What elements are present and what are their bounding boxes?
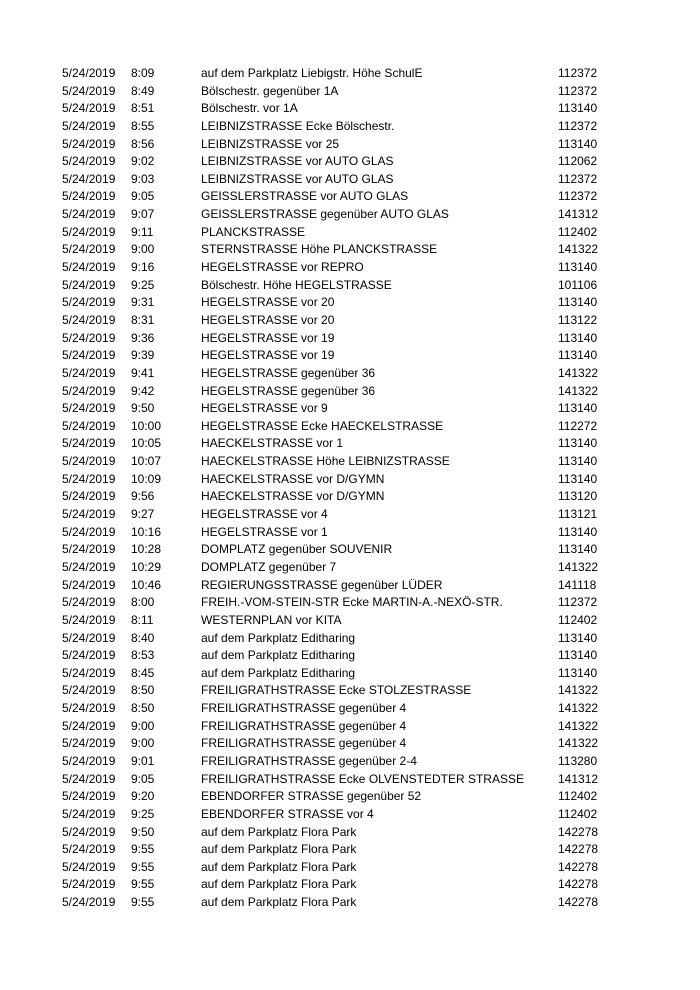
date-cell: 5/24/2019 <box>62 260 116 275</box>
table-row <box>0 735 700 753</box>
location-cell: EBENDORFER STRASSE vor 4 <box>201 806 374 821</box>
code-cell: 112272 <box>558 418 598 433</box>
date-cell: 5/24/2019 <box>62 436 116 451</box>
time-cell: 10:46 <box>131 577 162 592</box>
date-cell: 5/24/2019 <box>62 330 116 345</box>
location-cell: LEIBNIZSTRASSE vor AUTO GLAS <box>201 154 394 169</box>
code-cell: 113140 <box>558 648 598 663</box>
code-cell: 112372 <box>558 189 598 204</box>
code-cell: 141322 <box>558 559 599 574</box>
date-cell: 5/24/2019 <box>62 136 116 151</box>
date-cell: 5/24/2019 <box>62 789 116 804</box>
location-cell: STERNSTRASSE Höhe PLANCKSTRASSE <box>201 242 438 257</box>
location-cell: auf dem Parkplatz Editharing <box>201 665 356 680</box>
time-cell: 9:27 <box>131 507 155 522</box>
time-cell: 10:00 <box>131 418 162 433</box>
code-cell: 141322 <box>558 383 599 398</box>
table-row <box>0 788 700 806</box>
date-cell: 5/24/2019 <box>62 383 116 398</box>
date-cell: 5/24/2019 <box>62 83 116 98</box>
location-cell: FREILIGRATHSTRASSE gegenüber 4 <box>201 701 407 716</box>
location-cell: DOMPLATZ gegenüber 7 <box>201 559 337 574</box>
code-cell: 112402 <box>558 789 598 804</box>
time-cell: 9:36 <box>131 330 155 345</box>
code-cell: 112402 <box>558 612 598 627</box>
time-cell: 8:00 <box>131 595 155 610</box>
table-row <box>0 700 700 718</box>
location-cell: FREILIGRATHSTRASSE Ecke OLVENSTEDTER STRASSE <box>201 771 524 786</box>
table-row <box>0 630 700 648</box>
table-row <box>0 100 700 118</box>
date-cell: 5/24/2019 <box>62 277 116 292</box>
location-cell: HAECKELSTRASSE vor D/GYMN <box>201 489 385 504</box>
date-cell: 5/24/2019 <box>62 365 116 380</box>
time-cell: 8:31 <box>131 312 155 327</box>
code-cell: 112372 <box>558 118 598 133</box>
date-cell: 5/24/2019 <box>62 824 116 839</box>
time-cell: 9:20 <box>131 789 155 804</box>
code-cell: 112062 <box>558 154 598 169</box>
table-row <box>0 65 700 83</box>
location-cell: HEGELSTRASSE vor 19 <box>201 348 335 363</box>
time-cell: 8:50 <box>131 701 155 716</box>
code-cell: 141322 <box>558 718 599 733</box>
time-cell: 9:05 <box>131 189 155 204</box>
location-cell: HEGELSTRASSE vor 20 <box>201 312 335 327</box>
code-cell: 113140 <box>558 401 598 416</box>
code-cell: 113140 <box>558 542 598 557</box>
location-cell: FREIH.-VOM-STEIN-STR Ecke MARTIN-A.-NEXÖ-STR. <box>201 595 503 610</box>
date-cell: 5/24/2019 <box>62 418 116 433</box>
location-cell: GEISSLERSTRASSE vor AUTO GLAS <box>201 189 409 204</box>
date-cell: 5/24/2019 <box>62 118 116 133</box>
date-cell: 5/24/2019 <box>62 859 116 874</box>
time-cell: 8:49 <box>131 83 155 98</box>
location-cell: HAECKELSTRASSE vor 1 <box>201 436 344 451</box>
time-cell: 9:00 <box>131 242 155 257</box>
code-cell: 112372 <box>558 66 598 80</box>
location-cell: LEIBNIZSTRASSE vor 25 <box>201 136 340 151</box>
date-cell: 5/24/2019 <box>62 189 116 204</box>
location-cell: FREILIGRATHSTRASSE gegenüber 2-4 <box>201 753 417 768</box>
code-cell: 141322 <box>558 683 599 698</box>
code-cell: 141118 <box>558 577 597 592</box>
date-cell: 5/24/2019 <box>62 507 116 522</box>
table-row <box>0 118 700 136</box>
time-cell: 9:16 <box>131 260 155 275</box>
time-cell: 8:40 <box>131 630 155 645</box>
table-row <box>0 330 700 348</box>
code-cell: 112372 <box>558 595 598 610</box>
table-row <box>0 806 700 824</box>
location-cell: HEGELSTRASSE vor REPRO <box>201 260 364 275</box>
code-cell: 113140 <box>558 101 598 116</box>
date-cell: 5/24/2019 <box>62 683 116 698</box>
table-row <box>0 224 700 242</box>
date-cell: 5/24/2019 <box>62 154 116 169</box>
table-row <box>0 718 700 736</box>
table-row <box>0 241 700 259</box>
code-cell: 112402 <box>558 806 598 821</box>
location-cell: FREILIGRATHSTRASSE gegenüber 4 <box>201 736 407 751</box>
code-cell: 113140 <box>558 524 598 539</box>
time-cell: 9:55 <box>131 895 155 910</box>
time-cell: 10:05 <box>131 436 162 451</box>
location-cell: Bölschestr. gegenüber 1A <box>201 83 339 98</box>
time-cell: 10:29 <box>131 559 162 574</box>
time-cell: 9:02 <box>131 154 155 169</box>
date-cell: 5/24/2019 <box>62 877 116 892</box>
table-row <box>0 647 700 665</box>
location-cell: auf dem Parkplatz Flora Park <box>201 877 357 892</box>
code-cell: 113140 <box>558 295 598 310</box>
time-cell: 8:51 <box>131 101 155 116</box>
table-row <box>0 188 700 206</box>
code-cell: 113140 <box>558 136 598 151</box>
table-row <box>0 824 700 842</box>
location-cell: HEGELSTRASSE vor 19 <box>201 330 335 345</box>
table-row <box>0 841 700 859</box>
time-cell: 9:50 <box>131 824 155 839</box>
time-cell: 9:03 <box>131 171 155 186</box>
table-row <box>0 612 700 630</box>
table-row <box>0 876 700 894</box>
date-cell: 5/24/2019 <box>62 66 116 80</box>
date-cell: 5/24/2019 <box>62 242 116 257</box>
date-cell: 5/24/2019 <box>62 612 116 627</box>
records-table <box>0 65 700 912</box>
code-cell: 112372 <box>558 83 598 98</box>
time-cell: 10:28 <box>131 542 162 557</box>
location-cell: auf dem Parkplatz Flora Park <box>201 895 357 910</box>
time-cell: 8:53 <box>131 648 155 663</box>
location-cell: auf dem Parkplatz Editharing <box>201 648 356 663</box>
time-cell: 9:50 <box>131 401 155 416</box>
code-cell: 142278 <box>558 859 599 874</box>
table-row <box>0 541 700 559</box>
date-cell: 5/24/2019 <box>62 630 116 645</box>
code-cell: 113140 <box>558 630 598 645</box>
location-cell: HAECKELSTRASSE Höhe LEIBNIZSTRASSE <box>201 454 450 469</box>
code-cell: 113140 <box>558 260 598 275</box>
location-cell: HEGELSTRASSE gegenüber 36 <box>201 365 376 380</box>
code-cell: 141322 <box>558 736 599 751</box>
table-row <box>0 418 700 436</box>
location-cell: HEGELSTRASSE vor 4 <box>201 507 328 522</box>
date-cell: 5/24/2019 <box>62 101 116 116</box>
date-cell: 5/24/2019 <box>62 577 116 592</box>
code-cell: 113120 <box>558 489 598 504</box>
time-cell: 9:42 <box>131 383 155 398</box>
table-row <box>0 347 700 365</box>
date-cell: 5/24/2019 <box>62 224 116 239</box>
table-row <box>0 559 700 577</box>
table-row <box>0 83 700 101</box>
code-cell: 112402 <box>558 224 598 239</box>
table-row <box>0 524 700 542</box>
time-cell: 9:56 <box>131 489 155 504</box>
time-cell: 9:01 <box>131 753 155 768</box>
date-cell: 5/24/2019 <box>62 559 116 574</box>
location-cell: auf dem Parkplatz Flora Park <box>201 824 357 839</box>
time-cell: 9:55 <box>131 859 155 874</box>
location-cell: LEIBNIZSTRASSE vor AUTO GLAS <box>201 171 394 186</box>
table-row <box>0 594 700 612</box>
table-row <box>0 453 700 471</box>
table-row <box>0 488 700 506</box>
time-cell: 9:55 <box>131 842 155 857</box>
time-cell: 10:07 <box>131 454 162 469</box>
table-row <box>0 259 700 277</box>
location-cell: WESTERNPLAN vor KITA <box>201 612 342 627</box>
table-row <box>0 771 700 789</box>
code-cell: 113280 <box>558 753 598 768</box>
time-cell: 9:11 <box>131 224 154 239</box>
date-cell: 5/24/2019 <box>62 595 116 610</box>
table-row <box>0 294 700 312</box>
location-cell: GEISSLERSTRASSE gegenüber AUTO GLAS <box>201 207 449 222</box>
time-cell: 9:55 <box>131 877 155 892</box>
date-cell: 5/24/2019 <box>62 736 116 751</box>
date-cell: 5/24/2019 <box>62 718 116 733</box>
time-cell: 8:09 <box>131 66 155 80</box>
code-cell: 113140 <box>558 454 598 469</box>
time-cell: 9:41 <box>131 365 155 380</box>
table-row <box>0 383 700 401</box>
time-cell: 9:31 <box>131 295 155 310</box>
location-cell: HEGELSTRASSE Ecke HAECKELSTRASSE <box>201 418 444 433</box>
code-cell: 142278 <box>558 824 599 839</box>
table-row <box>0 312 700 330</box>
code-cell: 113140 <box>558 330 598 345</box>
location-cell: HEGELSTRASSE vor 9 <box>201 401 328 416</box>
date-cell: 5/24/2019 <box>62 842 116 857</box>
location-cell: FREILIGRATHSTRASSE gegenüber 4 <box>201 718 407 733</box>
location-cell: HEGELSTRASSE vor 1 <box>201 524 328 539</box>
date-cell: 5/24/2019 <box>62 471 116 486</box>
table-row <box>0 894 700 912</box>
date-cell: 5/24/2019 <box>62 207 116 222</box>
location-cell: Bölschestr. vor 1A <box>201 101 298 116</box>
location-cell: EBENDORFER STRASSE gegenüber 52 <box>201 789 422 804</box>
location-cell: HEGELSTRASSE gegenüber 36 <box>201 383 376 398</box>
code-cell: 141322 <box>558 242 599 257</box>
table-row <box>0 400 700 418</box>
code-cell: 113140 <box>558 348 598 363</box>
time-cell: 9:39 <box>131 348 155 363</box>
code-cell: 112372 <box>558 171 598 186</box>
table-row <box>0 753 700 771</box>
code-cell: 142278 <box>558 895 599 910</box>
table-row <box>0 153 700 171</box>
location-cell: Bölschestr. Höhe HEGELSTRASSE <box>201 277 392 292</box>
location-cell: auf dem Parkplatz Flora Park <box>201 842 357 857</box>
code-cell: 113140 <box>558 665 598 680</box>
location-cell: HAECKELSTRASSE vor D/GYMN <box>201 471 385 486</box>
time-cell: 9:00 <box>131 736 155 751</box>
time-cell: 8:56 <box>131 136 155 151</box>
location-cell: auf dem Parkplatz Flora Park <box>201 859 357 874</box>
table-row <box>0 206 700 224</box>
location-cell: DOMPLATZ gegenüber SOUVENIR <box>201 542 393 557</box>
date-cell: 5/24/2019 <box>62 312 116 327</box>
table-row <box>0 471 700 489</box>
date-cell: 5/24/2019 <box>62 806 116 821</box>
code-cell: 113140 <box>558 471 598 486</box>
time-cell: 9:25 <box>131 277 155 292</box>
date-cell: 5/24/2019 <box>62 771 116 786</box>
table-row <box>0 277 700 295</box>
date-cell: 5/24/2019 <box>62 454 116 469</box>
time-cell: 10:09 <box>131 471 162 486</box>
location-cell: REGIERUNGSSTRASSE gegenüber LÜDER <box>201 577 443 592</box>
code-cell: 101106 <box>558 277 598 292</box>
date-cell: 5/24/2019 <box>62 524 116 539</box>
code-cell: 142278 <box>558 842 599 857</box>
code-cell: 141312 <box>558 771 599 786</box>
time-cell: 9:05 <box>131 771 155 786</box>
table-row <box>0 506 700 524</box>
location-cell: FREILIGRATHSTRASSE Ecke STOLZESTRASSE <box>201 683 472 698</box>
date-cell: 5/24/2019 <box>62 665 116 680</box>
date-cell: 5/24/2019 <box>62 295 116 310</box>
date-cell: 5/24/2019 <box>62 648 116 663</box>
code-cell: 141322 <box>558 365 599 380</box>
table-row <box>0 171 700 189</box>
table-row <box>0 859 700 877</box>
date-cell: 5/24/2019 <box>62 542 116 557</box>
location-cell: PLANCKSTRASSE <box>201 224 306 239</box>
time-cell: 10:16 <box>131 524 162 539</box>
table-row <box>0 665 700 683</box>
code-cell: 141312 <box>558 207 599 222</box>
date-cell: 5/24/2019 <box>62 171 116 186</box>
code-cell: 141322 <box>558 701 599 716</box>
time-cell: 8:45 <box>131 665 155 680</box>
date-cell: 5/24/2019 <box>62 348 116 363</box>
code-cell: 113122 <box>558 312 598 327</box>
table-row <box>0 682 700 700</box>
date-cell: 5/24/2019 <box>62 401 116 416</box>
table-row <box>0 435 700 453</box>
code-cell: 113121 <box>558 507 598 522</box>
date-cell: 5/24/2019 <box>62 895 116 910</box>
date-cell: 5/24/2019 <box>62 701 116 716</box>
location-cell: auf dem Parkplatz Liebigstr. Höhe SchulE <box>201 66 423 80</box>
location-cell: LEIBNIZSTRASSE Ecke Bölschestr. <box>201 118 395 133</box>
time-cell: 9:25 <box>131 806 155 821</box>
table-row <box>0 136 700 154</box>
time-cell: 8:50 <box>131 683 155 698</box>
location-cell: auf dem Parkplatz Editharing <box>201 630 356 645</box>
table-row <box>0 577 700 595</box>
date-cell: 5/24/2019 <box>62 753 116 768</box>
code-cell: 113140 <box>558 436 598 451</box>
time-cell: 9:00 <box>131 718 155 733</box>
time-cell: 9:07 <box>131 207 155 222</box>
time-cell: 8:55 <box>131 118 155 133</box>
date-cell: 5/24/2019 <box>62 489 116 504</box>
location-cell: HEGELSTRASSE vor 20 <box>201 295 335 310</box>
code-cell: 142278 <box>558 877 599 892</box>
table-row <box>0 365 700 383</box>
time-cell: 8:11 <box>131 612 154 627</box>
